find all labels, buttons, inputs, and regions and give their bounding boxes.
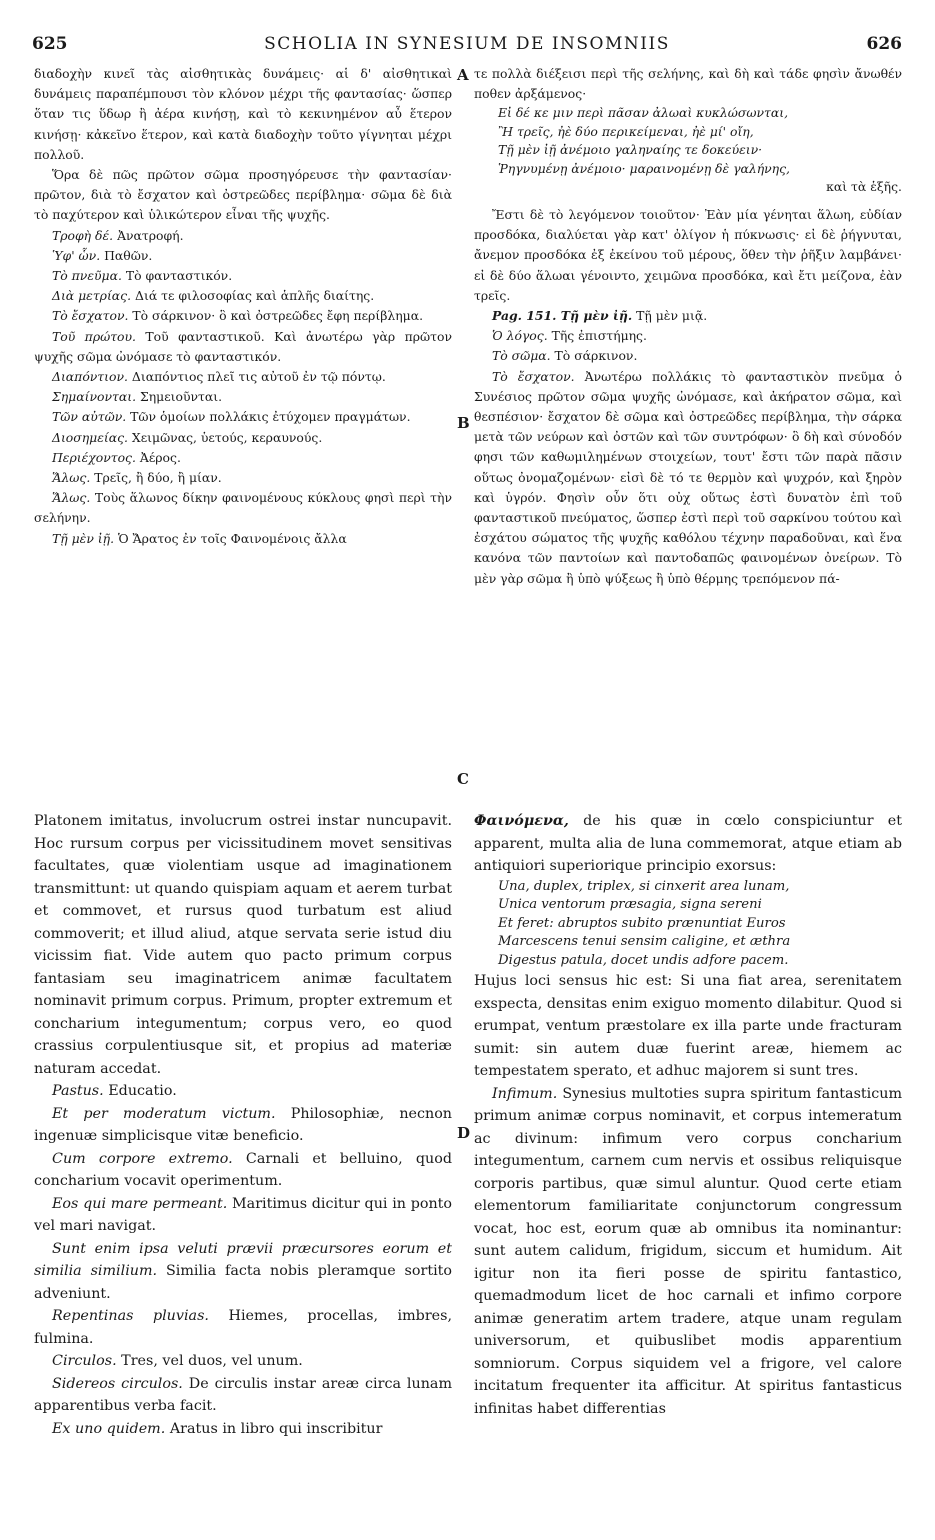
verse-line: Marcescens tenui sensim caligine, et æthra (498, 934, 791, 949)
lemma: Ἅλως. (52, 490, 91, 506)
gloss: Similia facta nobis pleramque sortito adveniunt. (34, 1263, 453, 1302)
scholion-note (34, 306, 452, 326)
verse-line: Una, duplex, triplex, si cinxerit area lunam, (498, 878, 790, 894)
gloss: Ἀέρος. (139, 449, 181, 465)
scholion-note (34, 1305, 452, 1350)
verse-line: Ῥηγνυμένῃ ἀνέμοιο· μαραινομένῃ δὲ γαλήνης, (498, 160, 790, 176)
gloss: Philosophiæ, necnon ingenuæ simplicisque vitæ beneficio. (34, 1105, 453, 1144)
page-number-left: 625 (32, 34, 68, 54)
scholion-note (34, 226, 452, 246)
gloss: Παθῶν. (104, 247, 153, 263)
gloss: Maritimus dicitur qui in ponto vel mari navigat. (34, 1195, 453, 1234)
lemma: Infimum. (492, 1085, 558, 1102)
gloss: Τὸ φανταστικόν. (125, 268, 233, 284)
lemma: Τοῦ πρώτου. (52, 328, 136, 344)
gloss: Ὁ Ἄρατος ἐν τοῖς Φαινομένοις ἄλλα (117, 530, 347, 546)
scholion-note (34, 246, 452, 266)
verse-line: Τῇ μὲν ἰῇ ἀνέμοιο γαληναίης τε δοκεύειν· (498, 142, 763, 158)
gloss: Διαπόντιος πλεῖ τις αὐτοῦ ἐν τῷ πόντῳ. (131, 369, 386, 385)
scholion-note (474, 306, 902, 326)
verse-line: Εἰ δέ κε μιν περὶ πᾶσαν ἀλωαὶ κυκλώσωνται, (498, 105, 789, 121)
gloss: Σημειοῦνται. (139, 389, 223, 405)
gloss: Tres, vel duos, vel unum. (121, 1353, 303, 1369)
scholion-note (34, 327, 452, 367)
gloss: Aratus in libro qui inscribitur (169, 1420, 383, 1437)
lemma: Pag. 151. Τῇ μὲν ἰῇ. (492, 307, 633, 323)
lemma: Τὸ ἔσχατον. (492, 368, 575, 384)
margin-marker-b: B (457, 414, 470, 432)
scholion-note (34, 428, 452, 448)
verse-line: Et feret: abruptos subito prænuntiat Euros (498, 915, 786, 931)
latin-column-left (34, 810, 452, 1440)
scholion-note (34, 488, 452, 528)
greek-paragraph: Ὅρα δὲ πῶς πρῶτον σῶμα προσηγόρευσε τὴν φαντασίαν· πρῶτον, διὰ τὸ ἔσχατον καὶ ὀστρεῶδες περίβλημα· σῶμα δὲ διὰ τὸ παχύτερον καὶ ὑλικώτερον εἶναι τῆς ψυχῆς. (34, 167, 452, 223)
gloss: Educatio. (108, 1083, 177, 1099)
gloss: Τὸ σάρκινον. (554, 348, 638, 364)
lemma: Σημαίνονται. (52, 389, 137, 405)
lemma: Circulos. (52, 1353, 117, 1369)
lemma: Τῶν αὐτῶν. (52, 409, 127, 425)
lemma: Τῇ μὲν ἰῇ. (52, 530, 115, 546)
verse-line: Unica ventorum præsagia, signa sereni (498, 897, 762, 912)
scholion-note (474, 367, 902, 589)
scholion-note (34, 468, 452, 488)
running-title: SCHOLIA IN SYNESIUM DE INSOMNIIS (264, 34, 670, 54)
lemma: Ex uno quidem. (52, 1420, 166, 1437)
latin-paragraph (474, 810, 902, 878)
greek-column-left (34, 64, 452, 549)
lemma: Τὸ πνεῦμα. (52, 268, 122, 284)
gloss: Ἀνατροφή. (117, 227, 184, 243)
page-number-right: 626 (866, 34, 902, 54)
verse-line: Ἢ τρεῖς, ἠὲ δύο περικείμεναι, ἠὲ μί' οἴη, (498, 123, 754, 139)
gloss: Τῇ μὲν μιᾷ. (636, 307, 708, 323)
gloss: Synesius multoties supra spiritum fantasticum primum animæ corpus nominavit, et corpus intemeratum ac divinum: infimum vero corpus concharium integumentum, carnem cum nervis et ossibus reliquisque corporis partibus, quæ simul aluntur. Quod certe etiam elementorum familiaritate conjunctorum congressum vocat, hoc est, eorum quæ ab omnibus ita nominantur: sunt autem calidum, frigidum, siccum et humidum. Ait igitur non ita fieri posse de spiritu fantastico, quemadmodum licet de hoc carnali et infimo corpore animæ generatim artem tradere, atque unam regulam universorum, et quibuslibet modis apparentium somniorum. Corpus siquidem vel a frigore, vel calore incitatum frequenter ita afficitur. At spiritus fantasticus infinitas habet differentias (474, 1085, 903, 1417)
lemma: Eos qui mare permeant. (52, 1195, 228, 1212)
lemma: Ὁ λόγος. (492, 328, 548, 344)
lemma: Pastus. (52, 1083, 104, 1099)
latin-verse-block (474, 878, 902, 971)
lemma: Et per moderatum victum. (52, 1105, 276, 1122)
lemma: Τροφὴ δέ. (52, 227, 114, 243)
greek-paragraph: Ἔστι δὲ τὸ λεγόμενον τοιοῦτον· Ἐὰν μία γένηται ἅλωη, εὐδίαν προσδόκα, διαλύεται γὰρ κατ' ὀλίγον ἡ πύκνωσις· εἰ δὲ ῥήγνυται, ἄνεμον προσδόκα ἐξ ἐκείνου τοῦ μέρους, ὅθεν τὴν ῥῆξιν λαμβάνει· εἰ δὲ δύο ἅλωαι γένοιντο, χειμῶνα προσδόκα, καὶ ἔτι μείζονα, ἐὰν τρεῖς. (474, 206, 902, 303)
lemma: Cum corpore extremo. (52, 1150, 233, 1167)
gloss: Τοὺς ἅλωνος δίκην φαινομένους κύκλους φησὶ περὶ τὴν σελήνην. (34, 490, 452, 526)
margin-marker-a: A (457, 66, 469, 84)
latin-paragraph: Platonem imitatus, involucrum ostrei instar nuncupavit. Hoc rursum corpus per vicissitudinem movet sensitivas facultates, quæ violentiam usque ad imaginationem transmittunt: ut quando quispiam aquam et aerem turbat et commovet, et rursus quod turbatum est aliud commoverit; et illud aliud, atque servata serie istud diu vicissim fiat. Vide autem quo pacto primum corpus fantasiam seu imaginatricem animæ facultatem nominavit primum corpus. Primum, propter extremum et concharium integumentum; corpus vero, eo quod crassius corpulentiusque sit, et propius ad materiæ naturam accedat. (34, 813, 452, 1077)
margin-marker-c: C (457, 770, 469, 788)
gloss: De circulis instar areæ circa lunam apparentibus verba facit. (34, 1375, 452, 1414)
lemma: Φαινόμενα, (474, 813, 569, 829)
scholion-note (474, 346, 902, 366)
lemma: Ὑφ' ὧν. (52, 247, 101, 263)
scholion-note (34, 407, 452, 427)
scholion-note (474, 1083, 902, 1421)
lemma: Διὰ μετρίας. (52, 288, 132, 304)
gloss: Διά τε φιλοσοφίας καὶ ἁπλῆς διαίτης. (135, 288, 375, 304)
latin-column-right (474, 810, 902, 1420)
scholion-note (34, 1238, 452, 1306)
scholion-note (34, 1418, 452, 1441)
lemma: Sunt enim ipsa veluti prævii præcursores eorum et similia similium. (34, 1240, 452, 1279)
lemma: Repentinas pluvias. (52, 1308, 209, 1324)
scholion-note (34, 1148, 452, 1193)
gloss: Τὸ σάρκινον· ὃ καὶ ὀστρεῶδες ἔφη περίβλημα. (132, 308, 424, 324)
latin-paragraph: Hujus loci sensus hic est: Si una fiat area, serenitatem exspecta, densitas enim exiguo momento dilabitur. Quod si erumpat, ventum præstolare ex illa parte unde fracturam sumit: sin autem duæ fuerint areæ, hiemem ac tempestatem sperato, et adhuc majorem si sunt tres. (474, 973, 902, 1079)
gloss: Carnali et belluino, quod concharium vocavit operimentum. (34, 1150, 452, 1189)
lemma: Τὸ σῶμα. (492, 348, 551, 364)
margin-marker-d: D (457, 1124, 471, 1142)
scholion-note (34, 529, 452, 549)
greek-paragraph: διαδοχὴν κινεῖ τὰς αἰσθητικὰς δυνάμεις· αἱ δ' αἰσθητικαὶ δυνάμεις παραπέμπουσι τὸν κλόνον μέχρι τῆς φαντασίας· ὥσπερ ὅταν τις ὕδωρ ἢ ἀέρα κινήσῃ, καὶ τὸ κεκινημένον αὖ ἕτερον κινήσῃ· κἀκεῖνο ἕτερον, καὶ κατὰ διαδοχὴν τοῦτο γίγνηται μέχρι πολλοῦ. (34, 66, 452, 162)
latin-text: de his quæ in cœlo conspiciuntur et apparent, multa alia de luna commemorat, atque etiam ab antiquiori superiorique principio exorsus: (474, 813, 902, 874)
scholion-note (34, 286, 452, 306)
scholion-note (34, 1103, 452, 1148)
gloss: Hiemes, procellas, imbres, fulmina. (34, 1308, 453, 1347)
scholion-note (34, 1080, 452, 1103)
scholion-note (34, 387, 452, 407)
lemma: Sidereos circulos. (52, 1375, 183, 1392)
lemma: Διαπόντιον. (52, 369, 128, 385)
scholion-note (34, 1350, 452, 1373)
gloss: Τῶν ὁμοίων πολλάκις ἐτύχομεν πραγμάτων. (130, 409, 411, 425)
verse-line: Digestus patula, docet undis adfore pacem. (498, 952, 789, 968)
gloss: Τῆς ἐπιστήμης. (551, 328, 647, 344)
page-header (32, 34, 902, 60)
scholion-note (34, 1193, 452, 1238)
scholion-note (474, 326, 902, 346)
scholion-note (34, 367, 452, 387)
lemma: Διοσημείας. (52, 429, 128, 445)
gloss: Τοῦ φανταστικοῦ. Καὶ ἀνωτέρω γὰρ πρῶτον ψυχῆς σῶμα ὠνόμασε τὸ φανταστικόν. (34, 328, 452, 364)
greek-note-list (34, 226, 452, 549)
lemma: Περιέχοντος. (52, 449, 136, 465)
scholion-note (34, 448, 452, 468)
lemma: Ἅλως. (52, 470, 91, 486)
lemma: Τὸ ἔσχατον. (52, 308, 129, 324)
gloss: Τρεῖς, ἢ δύο, ἢ μίαν. (94, 470, 222, 486)
greek-verse-block (474, 104, 902, 197)
scholion-note (34, 1373, 452, 1418)
gloss: Ἀνωτέρω πολλάκις τὸ φανταστικὸν πνεῦμα ὁ Συνέσιος πρῶτον σῶμα ψυχῆς ὠνόμασε, καὶ ἀκήρατον σῶμα, καὶ θεσπέσιον· ἔσχατον δὲ σῶμα καὶ ὀστρεῶδες περίβλημα, τὴν σάρκα μετὰ τῶν νεύρων καὶ ὀστῶν καὶ τῶν συντρόφων· ὃ δὴ καὶ σύνοδόν φησι τῶν καθωμιλημένων στοιχείων, τουτ' ἔστι τῶν παρὰ πᾶσιν οὕτως ὀνομαζομένων· εἰσὶ δὲ τό τε θερμὸν καὶ ψυχρόν, καὶ ξηρὸν καὶ ὑγρόν. Φησὶν οὖν ὅτι οὐχ οὕτως ἐστὶ δυνατὸν ἐπὶ τοῦ φανταστικοῦ πνεύματος, ὥσπερ ἐστὶ περὶ τοῦ σαρκίνου τούτου καὶ ἐσχάτου σώματος τῆς ψυχῆς καθόλου τέχνην παραδοῦναι, καὶ ἕνα κανόνα τῶν παντοίων καὶ παντοδαπῶς φαινομένων ὀνείρων. Τὸ μὲν γὰρ σῶμα ἢ ὑπὸ ψύξεως ἢ ὑπὸ θέρμης τρεπόμενον πά- (474, 368, 902, 586)
verse-continuation: καὶ τὰ ἑξῆς. (826, 179, 902, 195)
scholion-note (34, 266, 452, 286)
gloss: Χειμῶνας, ὑετούς, κεραυνούς. (131, 429, 323, 445)
greek-paragraph: τε πολλὰ διέξεισι περὶ τῆς σελήνης, καὶ δὴ καὶ τάδε φησὶν ἄνωθέν ποθεν ἀρξάμενος· (474, 66, 902, 102)
greek-column-right (474, 64, 902, 589)
